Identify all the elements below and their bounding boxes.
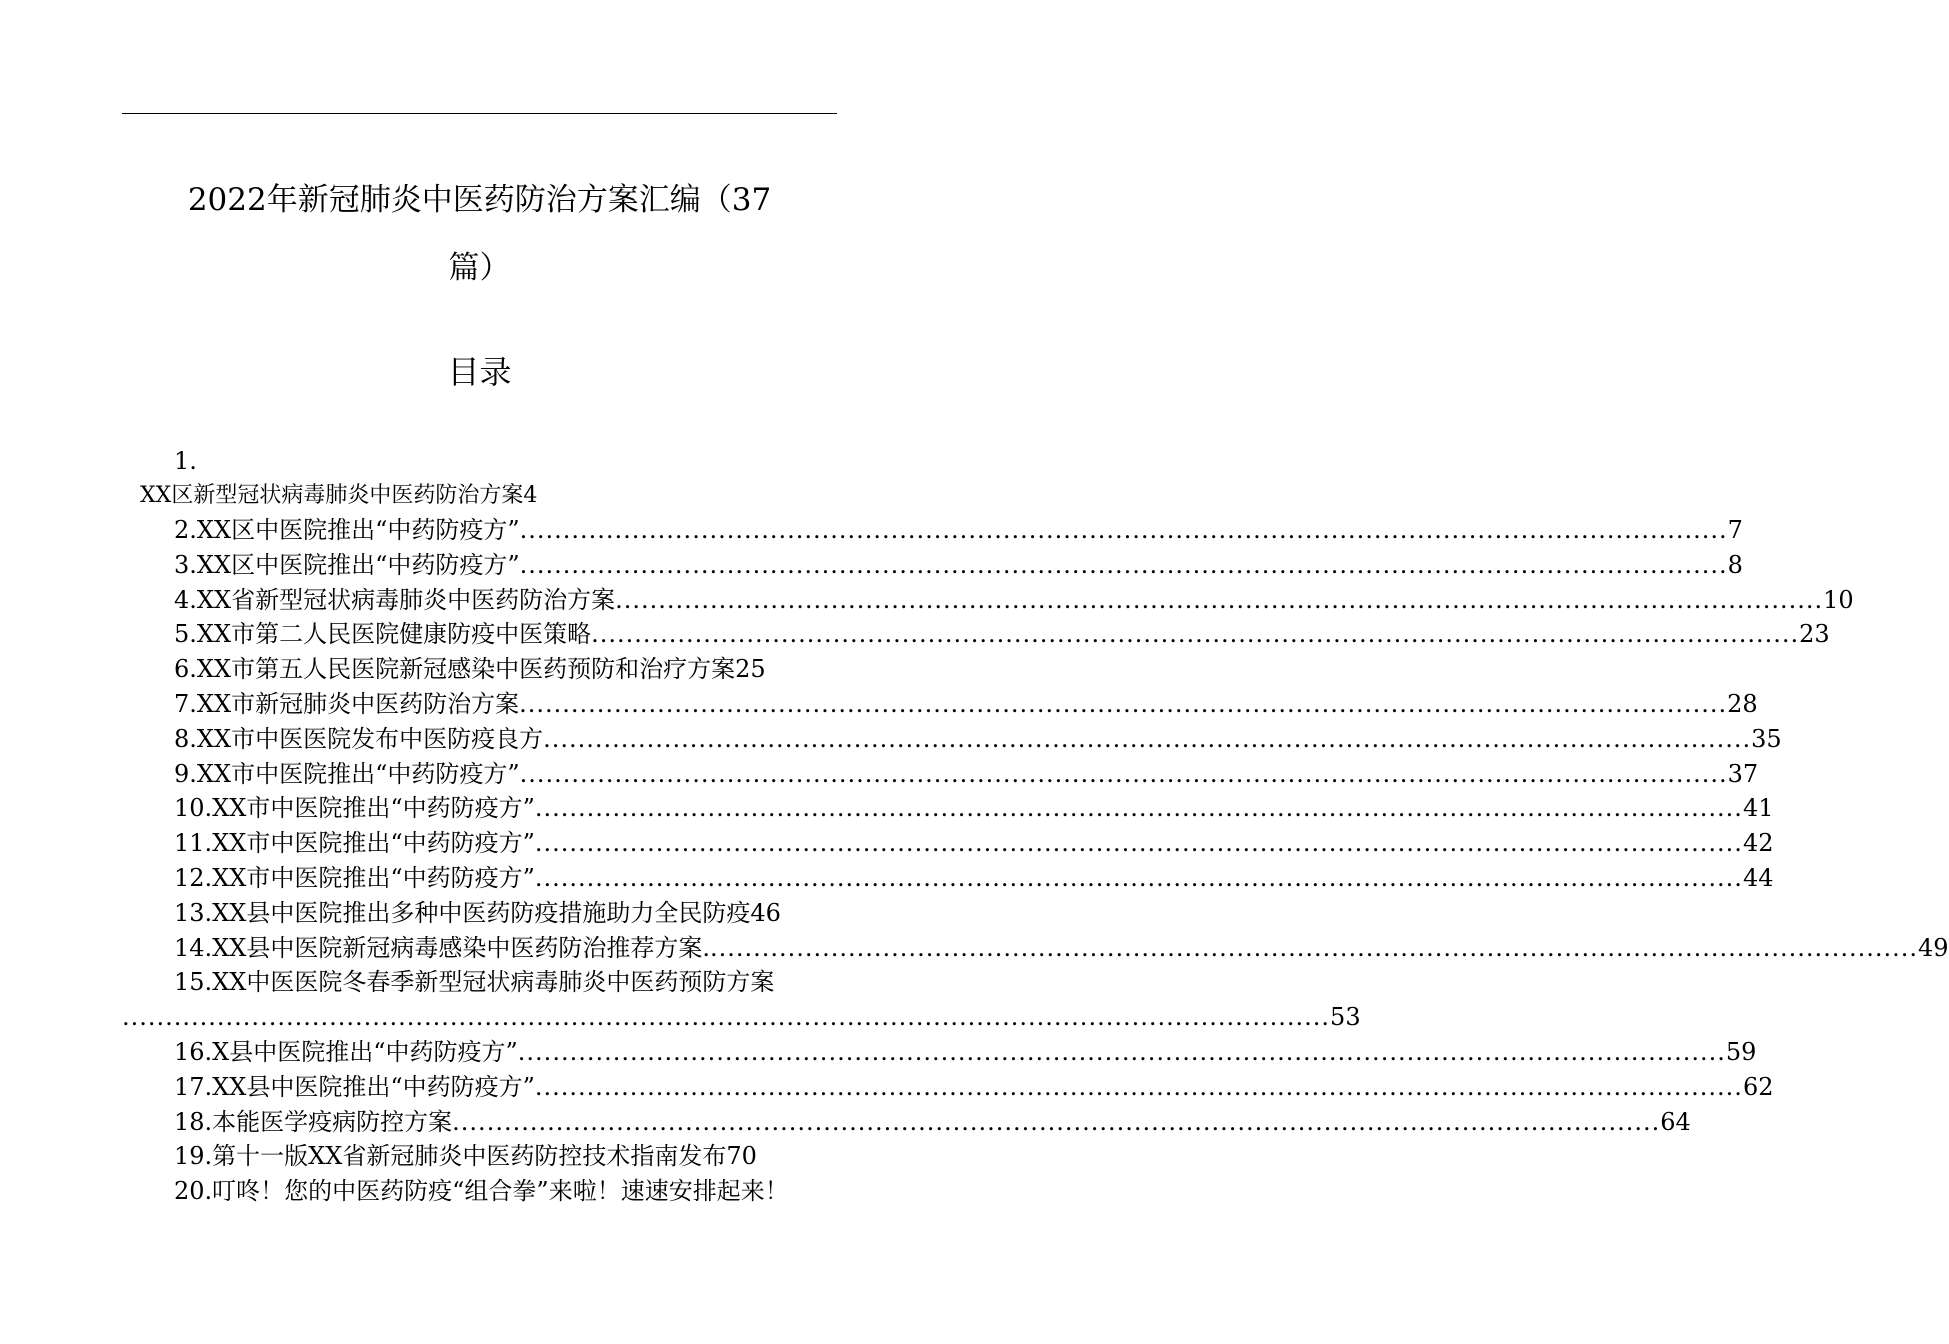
toc-entry-row <box>174 654 766 684</box>
toc-entry-row <box>174 1037 1757 1067</box>
toc-entry-9[interactable] <box>174 759 1759 789</box>
toc-entry-title: 14.XX县中医院新冠病毒感染中医药防治推荐方案. <box>174 933 710 962</box>
toc-entry-15[interactable]: 15.XX中医医院冬春季新型冠状病毒肺炎中医药预防方案 <box>174 968 775 997</box>
toc-entry-title: 12.XX市中医院推出“中药防疫方” <box>174 864 535 892</box>
toc-entry-title: 6.XX市第五人民医院新冠感染中医药预防和治疗方案25 <box>174 655 766 684</box>
toc-page-number: 8 <box>1727 550 1743 579</box>
toc-page-number: 64 <box>1660 1107 1691 1136</box>
toc-entry-17[interactable] <box>174 1072 1774 1102</box>
toc-entry-3[interactable] <box>174 550 1743 580</box>
toc-entry-16[interactable] <box>174 1037 1757 1067</box>
toc-page-number: 7 <box>1727 516 1743 544</box>
toc-entry-row <box>174 515 1743 545</box>
toc-entry-title: 3.XX区中医院推出“中药防疫方” <box>174 550 520 579</box>
toc-page-number: 35 <box>1751 724 1782 753</box>
toc-leader-dots: ............................................................................................................................................ <box>543 724 1752 753</box>
toc-entry-15-continuation[interactable] <box>122 1002 1361 1032</box>
toc-entry-row <box>122 1002 1361 1032</box>
toc-entry-row <box>174 759 1759 789</box>
toc-leader-dots: ............................................................................................................................................ <box>709 933 1919 962</box>
toc-entry-7[interactable] <box>174 689 1758 719</box>
toc-page-number: 44 <box>1742 864 1774 892</box>
toc-entry-title: 7.XX市新冠肺炎中医药防治方案 <box>174 690 520 718</box>
toc-entry-2[interactable] <box>174 515 1743 545</box>
toc-entry-title: 5.XX市第二人民医院健康防疫中医策略 <box>174 620 592 649</box>
toc-leader-dots: ............................................................................................................................................ <box>591 620 1800 649</box>
toc-entry-8[interactable] <box>174 724 1782 754</box>
toc-entry-row <box>174 828 1774 858</box>
toc-page-number: 37 <box>1727 759 1759 788</box>
toc-entry-row <box>174 619 1830 649</box>
toc-entry-18[interactable] <box>174 1107 1691 1137</box>
toc-leader-dots: ............................................................................................................................................ <box>534 794 1743 823</box>
toc-page-number: 28 <box>1727 690 1758 718</box>
toc-entry-row <box>174 863 1774 893</box>
toc-entry-title: 4.XX省新型冠状病毒肺炎中医药防治方案 <box>174 585 616 614</box>
header-rule <box>122 113 837 114</box>
toc-entry-row <box>174 933 1949 963</box>
toc-entry-row <box>174 1141 757 1171</box>
toc-page-number: 62 <box>1742 1072 1774 1101</box>
toc-entry-row <box>174 898 781 928</box>
toc-entry-title: 2.XX区中医院推出“中药防疫方” <box>174 516 520 544</box>
toc-entry-1-number[interactable]: 1. <box>174 447 197 475</box>
toc-page-number: 41 <box>1742 794 1774 823</box>
toc-entry-title: 13.XX县中医院推出多种中医药防疫措施助力全民防疫46 <box>174 898 781 927</box>
toc-entry-row <box>174 689 1758 719</box>
toc-leader-dots: ............................................................................................................................................ <box>534 1072 1743 1101</box>
toc-leader-dots: ............................................................................................................................................ <box>534 864 1743 892</box>
toc-entry-11[interactable] <box>174 828 1774 858</box>
toc-leader-dots: ............................................................................................................................................ <box>517 1038 1726 1066</box>
toc-leader-dots: ............................................................................................................................................ <box>615 585 1824 614</box>
toc-leader-dots: ............................................................................................................................................ <box>519 759 1728 788</box>
toc-entry-20[interactable] <box>174 1176 789 1206</box>
document-title-line-2: 篇） <box>448 250 511 286</box>
toc-entry-title: 18.本能医学疫病防控方案 <box>174 1107 453 1136</box>
toc-heading: 目录 <box>447 353 512 391</box>
toc-entry-title: 10.XX市中医院推出“中药防疫方” <box>174 794 535 823</box>
toc-entry-row <box>174 724 1782 754</box>
document-title-line-1: 2022年新冠肺炎中医药防治方案汇编（37 <box>187 182 772 218</box>
toc-leader-dots: ............................................................................................................................................ <box>519 690 1728 718</box>
toc-entry-19[interactable] <box>174 1141 757 1171</box>
toc-entry-5[interactable] <box>174 619 1830 649</box>
toc-entry-14[interactable] <box>174 933 1949 963</box>
toc-entry-title: 17.XX县中医院推出“中药防疫方” <box>174 1072 535 1101</box>
toc-entry-title: 20.叮咚！您的中医药防疫“组合拳”来啦！速速安排起来！ <box>174 1177 789 1206</box>
toc-leader-dots: ............................................................................................................................................ <box>452 1107 1661 1136</box>
toc-entry-title: 19.第十一版XX省新冠肺炎中医药防控技术指南发布70 <box>174 1142 757 1171</box>
toc-page-number: 42 <box>1742 829 1774 858</box>
toc-entry-title: 11.XX市中医院推出“中药防疫方” <box>174 829 535 858</box>
toc-entry-12[interactable] <box>174 863 1774 893</box>
toc-page-number: 10 <box>1823 585 1854 614</box>
toc-page-number: 59 <box>1725 1038 1757 1066</box>
toc-entry-title: 9.XX市中医院推出“中药防疫方” <box>174 759 520 788</box>
toc-page-number: 53 <box>1330 1003 1361 1032</box>
toc-entry-row <box>174 550 1743 580</box>
toc-entry-10[interactable] <box>174 793 1774 823</box>
toc-leader-dots: ............................................................................................................................................ <box>122 1003 1331 1032</box>
toc-leader-dots: ............................................................................................................................................ <box>519 516 1728 544</box>
toc-entry-13[interactable] <box>174 898 781 928</box>
toc-entry-row <box>174 1107 1691 1137</box>
toc-entry-row <box>174 1072 1774 1102</box>
toc-entry-1-text[interactable]: XX区新型冠状病毒肺炎中医药防治方案4 <box>140 483 538 508</box>
toc-leader-dots: ............................................................................................................................................ <box>534 829 1743 858</box>
toc-leader-dots: ............................................................................................................................................ <box>519 550 1728 579</box>
toc-entry-title: 16.X县中医院推出“中药防疫方” <box>174 1038 518 1066</box>
toc-entry-row <box>174 793 1774 823</box>
toc-entry-row <box>174 1176 789 1206</box>
toc-entry-6[interactable] <box>174 654 766 684</box>
toc-entry-row <box>174 585 1854 615</box>
toc-entry-4[interactable] <box>174 585 1854 615</box>
toc-page-number: 49 <box>1918 933 1949 962</box>
toc-entry-title: 8.XX市中医医院发布中医防疫良方 <box>174 724 544 753</box>
toc-page-number: 23 <box>1799 620 1830 649</box>
